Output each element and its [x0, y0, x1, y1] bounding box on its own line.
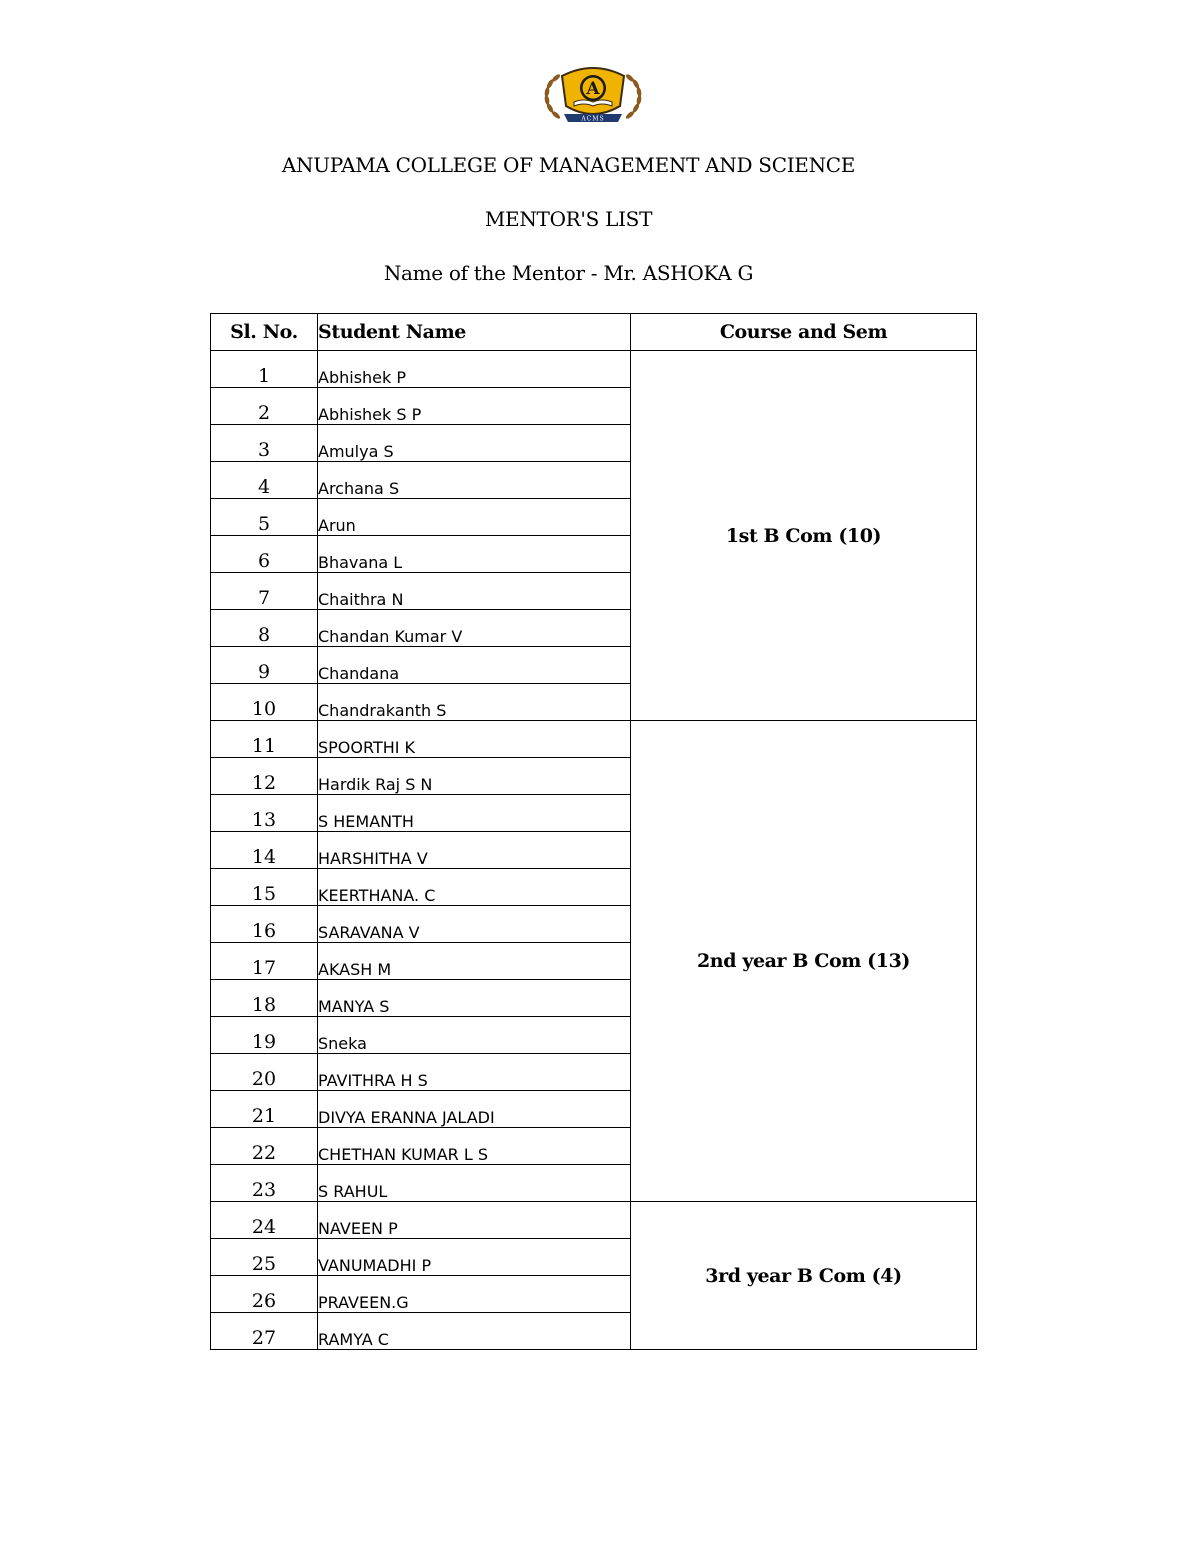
sl-no-cell: 27	[211, 1313, 318, 1350]
course-sem-cell: 1st B Com (10)	[631, 351, 977, 721]
sl-no-cell: 12	[211, 758, 318, 795]
sl-no-cell: 16	[211, 906, 318, 943]
student-name-cell: PRAVEEN.G	[318, 1276, 631, 1313]
sl-no-cell: 26	[211, 1276, 318, 1313]
student-name-cell: RAMYA C	[318, 1313, 631, 1350]
student-name-cell: Chaithra N	[318, 573, 631, 610]
laurel-right-icon	[625, 73, 642, 120]
table-row	[211, 721, 977, 758]
student-name-cell: Chandan Kumar V	[318, 610, 631, 647]
student-name-cell: Bhavana L	[318, 536, 631, 573]
sl-no-cell: 6	[211, 536, 318, 573]
table-body	[211, 351, 977, 1350]
student-name-cell: MANYA S	[318, 980, 631, 1017]
sl-no-cell: 3	[211, 425, 318, 462]
header-student-name: Student Name	[318, 314, 631, 351]
mentor-student-table	[210, 313, 977, 1350]
student-name-cell: Amulya S	[318, 425, 631, 462]
sl-no-cell: 11	[211, 721, 318, 758]
student-name-cell: HARSHITHA V	[318, 832, 631, 869]
student-name-cell: Abhishek S P	[318, 388, 631, 425]
header-sl-no: Sl. No.	[211, 314, 318, 351]
student-name-cell: PAVITHRA H S	[318, 1054, 631, 1091]
sl-no-cell: 2	[211, 388, 318, 425]
sl-no-cell: 4	[211, 462, 318, 499]
mentor-name: Name of the Mentor - Mr. ASHOKA G	[383, 261, 754, 285]
table-row	[211, 1202, 977, 1239]
table-row	[211, 351, 977, 388]
sl-no-cell: 7	[211, 573, 318, 610]
student-name-cell: Abhishek P	[318, 351, 631, 388]
course-sem-cell: 3rd year B Com (4)	[631, 1202, 977, 1350]
college-logo	[540, 62, 646, 128]
sl-no-cell: 19	[211, 1017, 318, 1054]
sl-no-cell: 17	[211, 943, 318, 980]
sl-no-cell: 25	[211, 1239, 318, 1276]
sl-no-cell: 9	[211, 647, 318, 684]
sl-no-cell: 10	[211, 684, 318, 721]
student-name-cell: Chandrakanth S	[318, 684, 631, 721]
sl-no-cell: 15	[211, 869, 318, 906]
student-name-cell: KEERTHANA. C	[318, 869, 631, 906]
laurel-left-icon	[544, 73, 561, 120]
header-course-sem: Course and Sem	[631, 314, 977, 351]
institution-name: ANUPAMA COLLEGE OF MANAGEMENT AND SCIENCE	[281, 153, 856, 177]
student-name-cell: Chandana	[318, 647, 631, 684]
student-name-cell: Arun	[318, 499, 631, 536]
sl-no-cell: 18	[211, 980, 318, 1017]
student-name-cell: DIVYA ERANNA JALADI	[318, 1091, 631, 1128]
student-name-cell: S HEMANTH	[318, 795, 631, 832]
student-name-cell: AKASH M	[318, 943, 631, 980]
student-name-cell: VANUMADHI P	[318, 1239, 631, 1276]
sl-no-cell: 14	[211, 832, 318, 869]
student-name-cell: Hardik Raj S N	[318, 758, 631, 795]
sl-no-cell: 8	[211, 610, 318, 647]
student-name-cell: S RAHUL	[318, 1165, 631, 1202]
student-name-cell: NAVEEN P	[318, 1202, 631, 1239]
sl-no-cell: 24	[211, 1202, 318, 1239]
student-name-cell: SARAVANA V	[318, 906, 631, 943]
list-title: MENTOR'S LIST	[484, 207, 653, 231]
sl-no-cell: 5	[211, 499, 318, 536]
sl-no-cell: 21	[211, 1091, 318, 1128]
logo-acronym: ACMS	[581, 115, 605, 123]
logo-letter: A	[586, 79, 600, 99]
sl-no-cell: 13	[211, 795, 318, 832]
sl-no-cell: 23	[211, 1165, 318, 1202]
sl-no-cell: 20	[211, 1054, 318, 1091]
sl-no-cell: 1	[211, 351, 318, 388]
student-name-cell: Sneka	[318, 1017, 631, 1054]
table-header-row	[211, 314, 977, 351]
student-name-cell: SPOORTHI K	[318, 721, 631, 758]
student-name-cell: Archana S	[318, 462, 631, 499]
student-name-cell: CHETHAN KUMAR L S	[318, 1128, 631, 1165]
course-sem-cell: 2nd year B Com (13)	[631, 721, 977, 1202]
sl-no-cell: 22	[211, 1128, 318, 1165]
